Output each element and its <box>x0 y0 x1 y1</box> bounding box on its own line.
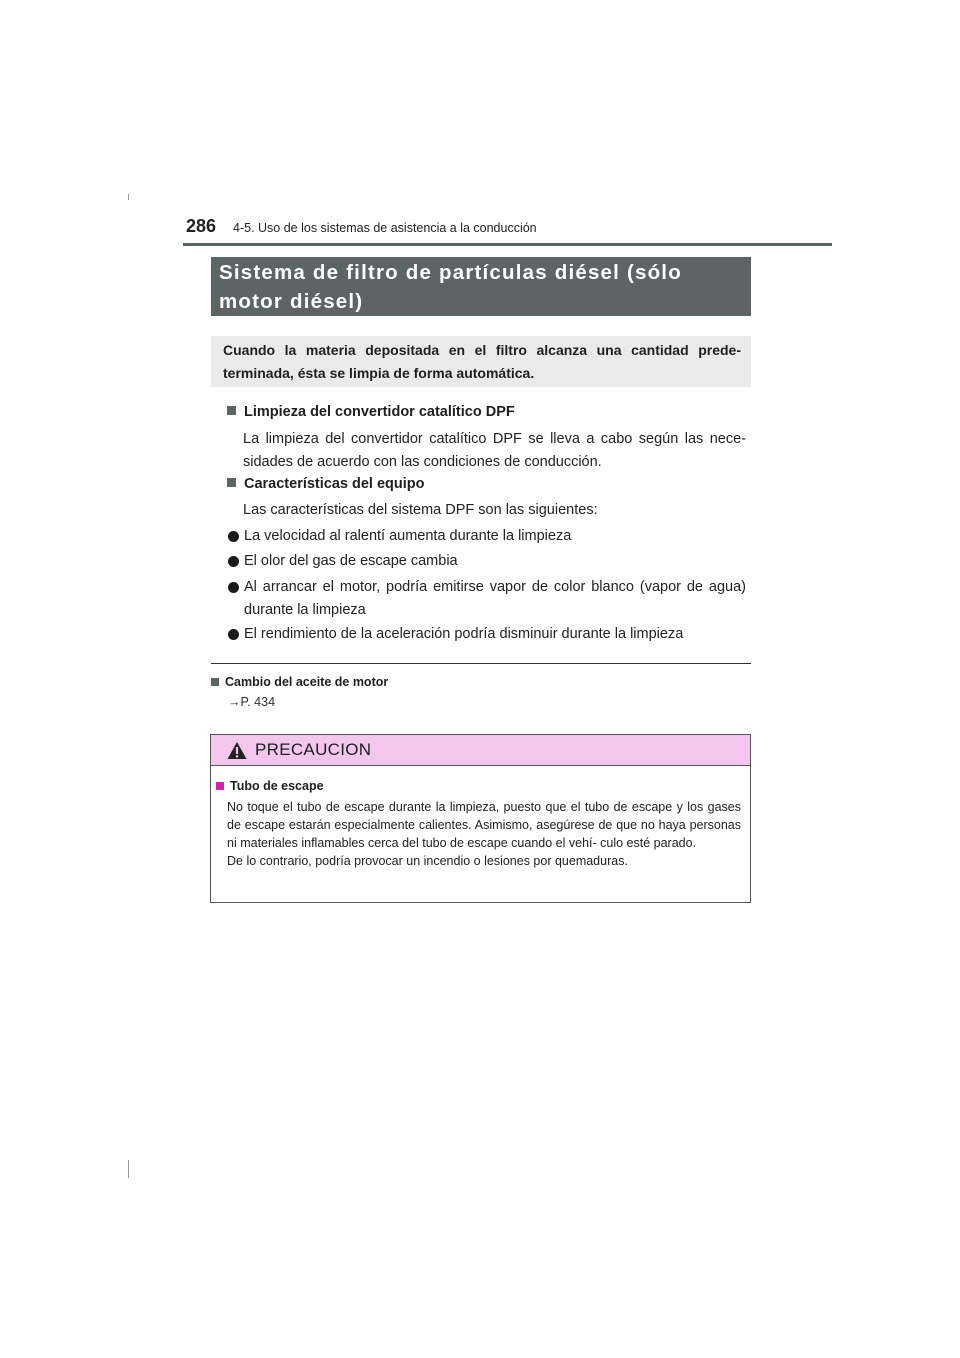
warning-triangle-icon <box>227 741 247 760</box>
margin-tick <box>128 194 129 200</box>
caution-label: PRECAUCION <box>255 740 372 759</box>
square-bullet-icon <box>227 406 236 415</box>
list-item-text: La velocidad al ralentí aumenta durante la limpieza <box>244 528 572 544</box>
section-title-line: Sistema de filtro de partículas diésel (sólo <box>219 261 682 284</box>
list-item <box>227 623 746 646</box>
summary-box: Cuando la materia depositada en el filtro alcanza una cantidad prede- terminada, ésta se limpia de forma automática. <box>211 336 751 387</box>
list-item-text: Al arrancar el motor, podría emitirse vapor de color blanco (vapor de agua) durante la limpieza <box>244 579 746 618</box>
caution-box <box>210 734 751 903</box>
caution-header <box>211 735 750 766</box>
round-bullet-icon <box>228 556 239 567</box>
round-bullet-icon <box>228 582 239 593</box>
note-heading-text: Cambio del aceite de motor <box>225 675 389 689</box>
list-item <box>227 525 746 548</box>
header-rule <box>183 243 832 246</box>
square-bullet-icon <box>216 782 224 790</box>
chapter-title: 4-5. Uso de los sistemas de asistencia a la conducción <box>233 221 537 235</box>
list-item <box>227 576 746 622</box>
note-heading <box>211 675 388 689</box>
round-bullet-icon <box>228 531 239 542</box>
caution-subheading <box>216 779 324 793</box>
section-title <box>211 257 751 316</box>
page-number: 286 <box>186 216 217 236</box>
topic-heading-text: Características del equipo <box>244 476 425 492</box>
caution-subheading-text: Tubo de escape <box>230 779 324 793</box>
list-item-text: El olor del gas de escape cambia <box>244 553 458 569</box>
list-item <box>227 550 746 573</box>
topic-heading <box>227 476 425 492</box>
caution-paragraph: De lo contrario, podría provocar un incendio o lesiones por quemaduras. <box>227 854 628 868</box>
square-bullet-icon <box>227 478 236 487</box>
caution-text <box>227 798 741 870</box>
caution-paragraph: No toque el tubo de escape durante la limpieza, puesto que el tubo de escape y los gases de escape estarán especialmente calientes. Asimismo, asegúrese de que no haya personas ni materiales inflamables cerca del tubo de escape cuando el vehí- culo esté parado. <box>227 800 741 850</box>
topic-heading <box>227 404 515 420</box>
topic-paragraph: La limpieza del convertidor catalítico DPF se lleva a cabo según las nece- sidades de acuerdo con las condiciones de conducción. <box>243 431 746 470</box>
round-bullet-icon <box>228 629 239 640</box>
section-title-line: motor diésel) <box>219 290 364 313</box>
list-item-text: El rendimiento de la aceleración podría disminuir durante la limpieza <box>244 626 684 642</box>
topic-heading-text: Limpieza del convertidor catalítico DPF <box>244 404 515 420</box>
topic-paragraph: Las características del sistema DPF son las siguientes: <box>243 502 598 518</box>
section-divider <box>211 663 751 664</box>
page-reference-link[interactable]: →P. 434 <box>228 695 276 709</box>
margin-tick <box>128 1160 129 1178</box>
square-bullet-icon <box>211 678 219 686</box>
